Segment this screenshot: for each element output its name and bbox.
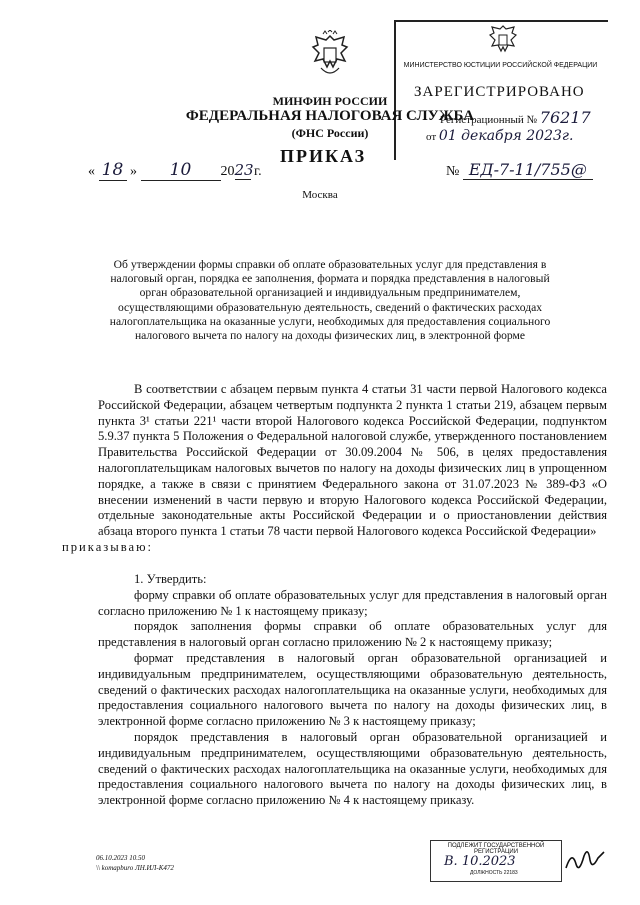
stamp-ministry: МИНИСТЕРСТВО ЮСТИЦИИ РОССИЙСКОЙ ФЕДЕРАЦИИ [403,62,598,69]
ministry-name: МИНФИН РОССИИ [272,94,388,108]
order-number-value: ЕД-7-11/755@ [463,160,593,180]
document-title: Об утверждении формы справки об оплате образовательных услуг для представления в налоговый орган, порядка ее заполнения, формата и порядка представления в налоговый орган образовательной организацией и индивидуальным предпринимателем, осуществляющими образовательную деятельность, сведений о фактических расходах налогоплательщика на оказанные услуги, необходимых для предоставления социального налогового вычета по налогу на доходы физических лиц, в электронной форме [109,258,551,343]
preamble-text: В соответствии с абзацем первым пункта 4 статьи 31 части первой Налогового кодекса Российской Федерации, абзацем четвертым подпункта 2 пункта 1 статьи 219, абзацем первым пункта 3¹ статьи 221¹ части второй Налогового кодекса Российской Федерации, подпунктом 5.9.37 пункта 5 Положения о Федеральной налоговой службе, утвержденного постановлением Правительства Российской Федерации от 30.09.2004 № 506, в целях предоставления налогоплательщикам налоговых вычетов по налогу на доходы физических лиц в упрощенном порядке, а также в связи с принятием Федерального закона от 31.07.2023 № 389-ФЗ «О внесении изменений в части первую и вторую Налогового кодекса Российской Федерации, отдельные законодательные акты Российской Федерации и о приостановлении действия абзаца второго пункта 1 статьи 78 части первой Налогового кодекса Российской Федерации» [98,382,607,539]
list-item: форму справки об оплате образовательных услуг для представления в налоговый орган согласно приложению № 1 к настоящему приказу; [98,587,607,618]
items-section [98,572,607,809]
quote-open: « [88,164,95,179]
list-item: порядок заполнения формы справки об оплате образовательных услуг для представления в налоговый орган согласно приложению № 2 к настоящему приказу; [98,619,607,650]
stamp-emblem [486,22,520,60]
stamp-number-label: Регистрационный № [440,114,538,126]
list-item: порядок представления в налоговый орган образовательной организацией и индивидуальным предпринимателем, осуществляющими образовательную деятельность, сведений о фактических расходах налогоплательщика на оказанные услуги, необходимых для предоставления социального налогового вычета по налогу на доходы физических лиц, в электронной форме согласно приложению № 4 к настоящему приказу. [98,729,607,808]
list-item: формат представления в налоговый орган образовательной организацией и индивидуальным предпринимателем, осуществляющими образовательную деятельность, сведений о фактических расходах налогоплательщика на оказанные услуги, необходимых для предоставления социального налогового вычета по налогу на доходы физических лиц, в электронной форме согласно приложению № 3 к настоящему приказу; [98,650,607,729]
document-type: ПРИКАЗ [280,146,367,166]
year-unit: г. [254,164,262,179]
stamp-from-value: 01 декабря 2023г. [438,128,574,144]
order-month: 10 [141,160,221,181]
bottom-stamp-text: ПОДЛЕЖИТ ГОСУДАРСТВЕННОЙ РЕГИСТРАЦИИ [447,843,545,855]
year-suffix: 23 [234,161,254,179]
preamble [62,382,607,556]
service-abbr: (ФНС России) [291,126,369,140]
service-name: ФЕДЕРАЛЬНАЯ НАЛОГОВАЯ СЛУЖБА [185,108,475,124]
coat-of-arms-emblem [309,30,351,82]
order-number-label: № [446,164,460,179]
stamp-number-value: 76217 [539,108,591,127]
order-day: 18 [99,160,127,181]
stamp-registered: ЗАРЕГИСТРИРОВАНО [414,84,585,100]
order-date [88,160,262,181]
signature [562,846,606,874]
year-prefix: 20 [220,164,235,179]
stamp-from-label: от [426,131,437,143]
quote-close: » [130,164,137,179]
footer-info [96,853,174,873]
prikazyvayu: приказываю: [62,539,154,554]
footer-line-1: 06.10.2023 10.50 [96,854,145,862]
city: Москва [302,189,338,201]
order-number [446,160,593,180]
bottom-stamp-date: В. 10.2023 [444,854,516,869]
items-lead: 1. Утвердить: [134,572,207,586]
footer-line-2: \\ komapburo ЛН.ИЛ-К472 [96,864,174,872]
bottom-stamp-small: ДОЛЖНОСТЬ 22183 [470,870,518,876]
